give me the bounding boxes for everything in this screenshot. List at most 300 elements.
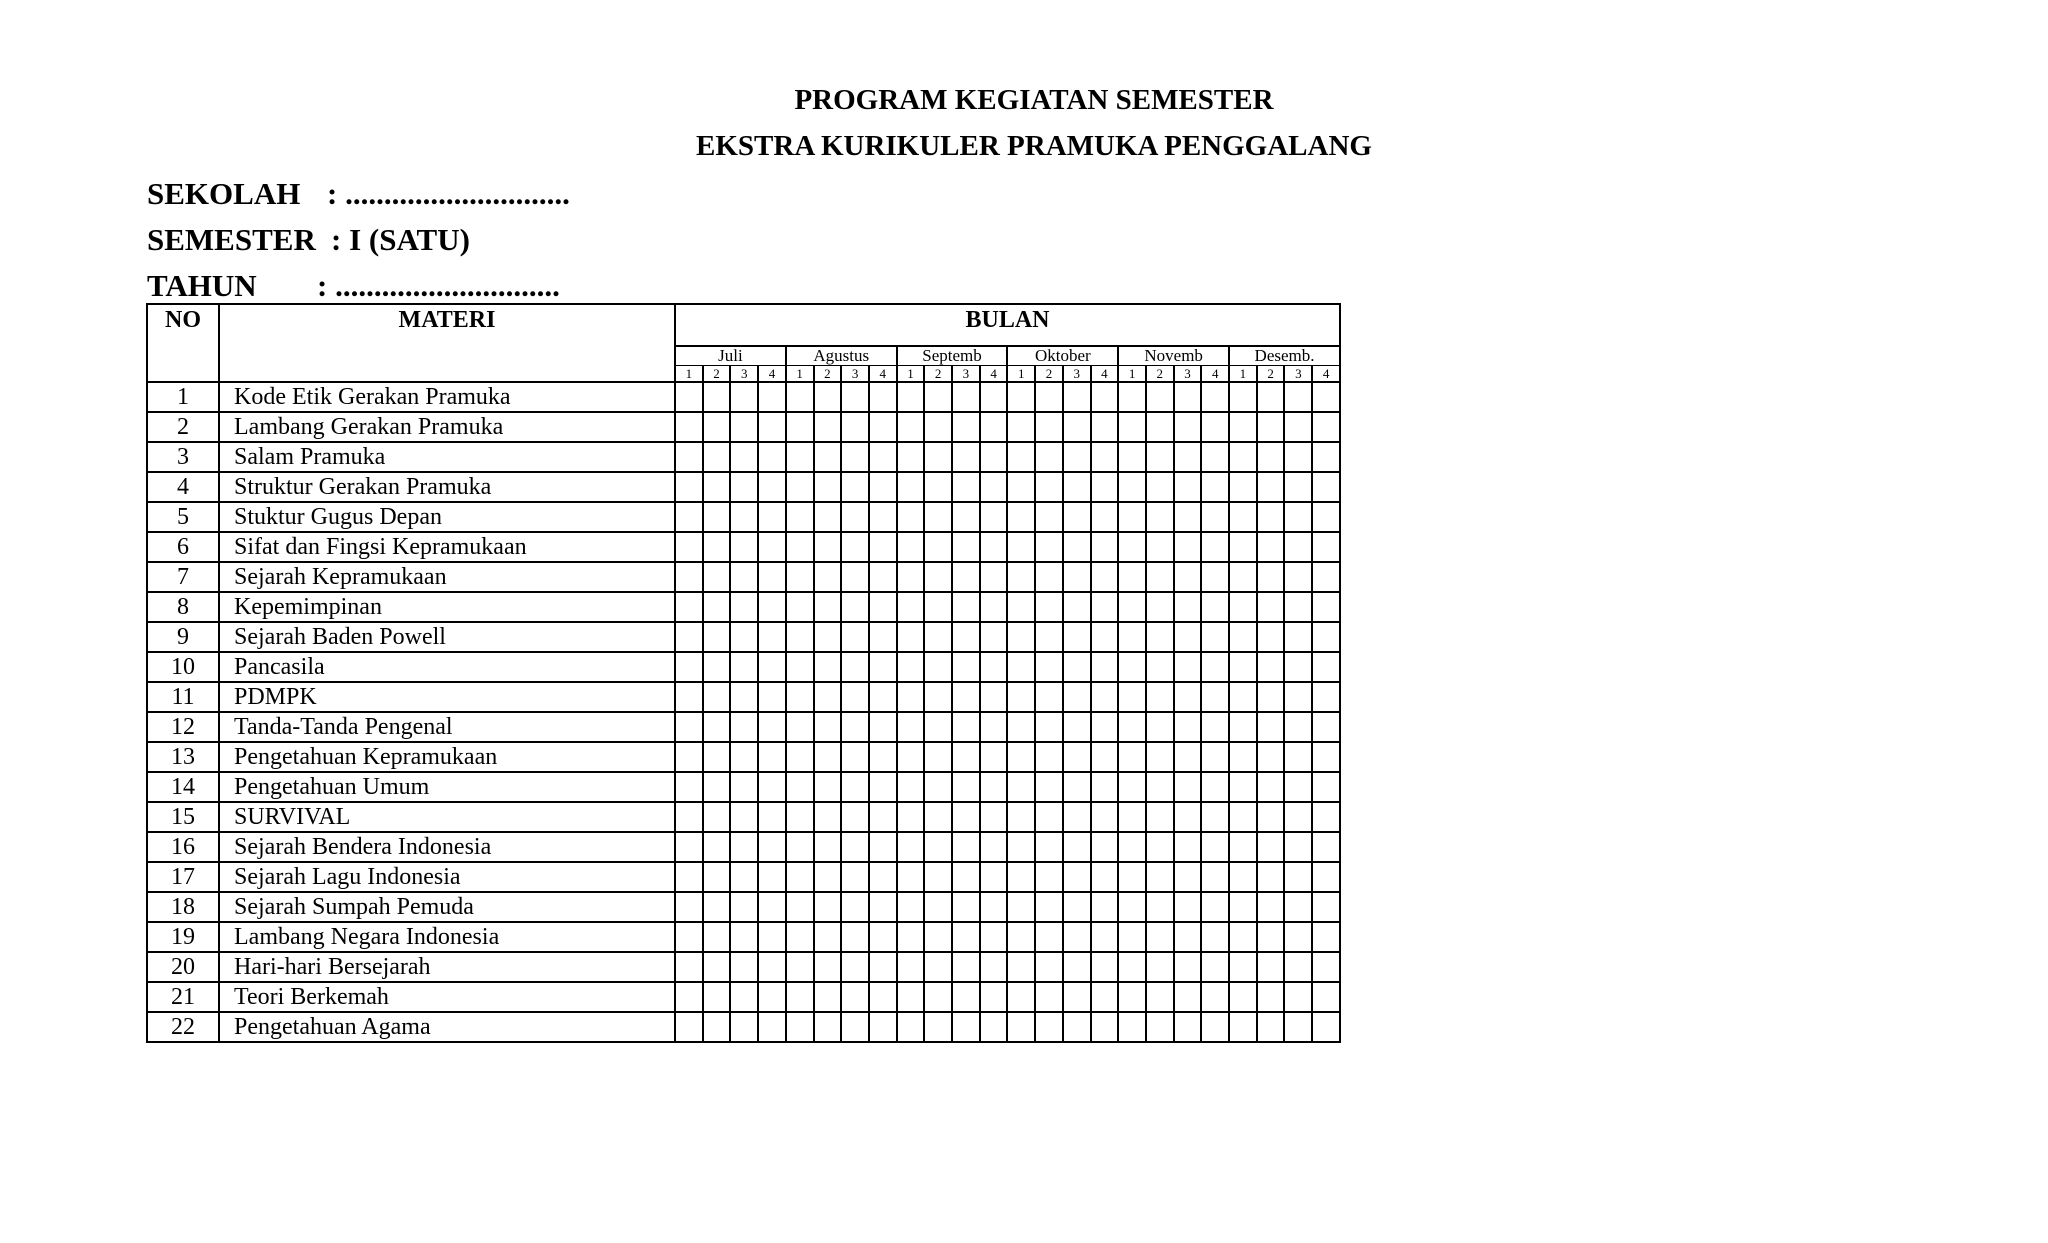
table-row <box>147 862 1340 892</box>
materi-cell: Lambang Negara Indonesia <box>219 922 675 952</box>
schedule-cell <box>1229 832 1257 862</box>
schedule-cell <box>1146 712 1174 742</box>
schedule-cell <box>1229 892 1257 922</box>
schedule-cell <box>1035 922 1063 952</box>
row-number: 3 <box>147 442 219 472</box>
schedule-cell <box>1312 892 1340 922</box>
schedule-cell <box>758 892 786 922</box>
schedule-cell <box>1312 1012 1340 1042</box>
schedule-cell <box>1063 862 1091 892</box>
table-row <box>147 892 1340 922</box>
schedule-cell <box>897 952 925 982</box>
schedule-cell <box>814 682 842 712</box>
schedule-cell <box>841 802 869 832</box>
schedule-cell <box>1201 382 1229 412</box>
tahun-value: : ............................. <box>317 268 560 303</box>
week-label: 2 <box>1035 366 1063 383</box>
schedule-cell <box>869 832 897 862</box>
schedule-cell <box>730 652 758 682</box>
schedule-cell <box>1146 532 1174 562</box>
schedule-cell <box>924 832 952 862</box>
schedule-cell <box>1091 622 1119 652</box>
schedule-cell <box>786 562 814 592</box>
schedule-cell <box>869 892 897 922</box>
schedule-cell <box>869 622 897 652</box>
schedule-cell <box>703 532 731 562</box>
schedule-cell <box>1229 382 1257 412</box>
schedule-cell <box>1257 772 1285 802</box>
schedule-cell <box>1035 412 1063 442</box>
week-label: 1 <box>1007 366 1035 383</box>
schedule-cell <box>952 892 980 922</box>
schedule-cell <box>924 742 952 772</box>
schedule-cell <box>897 922 925 952</box>
schedule-cell <box>1007 832 1035 862</box>
table-row <box>147 382 1340 412</box>
month-label: Agustus <box>786 346 897 366</box>
schedule-cell <box>952 382 980 412</box>
schedule-cell <box>703 502 731 532</box>
schedule-cell <box>869 922 897 952</box>
schedule-cell <box>1007 922 1035 952</box>
schedule-cell <box>1007 562 1035 592</box>
schedule-cell <box>1174 562 1202 592</box>
schedule-cell <box>758 502 786 532</box>
schedule-cell <box>786 982 814 1012</box>
schedule-cell <box>869 862 897 892</box>
schedule-cell <box>675 1012 703 1042</box>
schedule-cell <box>675 502 703 532</box>
schedule-cell <box>703 862 731 892</box>
schedule-cell <box>841 592 869 622</box>
schedule-cell <box>730 622 758 652</box>
schedule-cell <box>1063 562 1091 592</box>
row-number: 20 <box>147 952 219 982</box>
schedule-cell <box>1257 382 1285 412</box>
schedule-cell <box>841 1012 869 1042</box>
schedule-cell <box>1174 802 1202 832</box>
schedule-cell <box>1229 442 1257 472</box>
schedule-cell <box>1284 922 1312 952</box>
schedule-cell <box>952 532 980 562</box>
schedule-cell <box>1257 892 1285 922</box>
materi-cell: Pancasila <box>219 652 675 682</box>
schedule-cell <box>1201 682 1229 712</box>
schedule-cell <box>1007 982 1035 1012</box>
schedule-cell <box>980 742 1008 772</box>
schedule-cell <box>980 712 1008 742</box>
month-label: Desemb. <box>1229 346 1340 366</box>
schedule-cell <box>869 382 897 412</box>
schedule-cell <box>1312 652 1340 682</box>
schedule-cell <box>786 592 814 622</box>
schedule-cell <box>869 772 897 802</box>
schedule-cell <box>952 982 980 1012</box>
schedule-cell <box>1035 652 1063 682</box>
schedule-cell <box>1201 922 1229 952</box>
schedule-cell <box>1257 862 1285 892</box>
schedule-cell <box>1201 892 1229 922</box>
schedule-cell <box>1063 922 1091 952</box>
schedule-cell <box>897 472 925 502</box>
schedule-cell <box>703 472 731 502</box>
schedule-cell <box>1007 622 1035 652</box>
schedule-cell <box>924 862 952 892</box>
schedule-cell <box>1257 682 1285 712</box>
schedule-cell <box>841 952 869 982</box>
week-label: 3 <box>1284 366 1312 383</box>
schedule-cell <box>924 682 952 712</box>
schedule-cell <box>1091 592 1119 622</box>
schedule-cell <box>1091 772 1119 802</box>
schedule-cell <box>952 742 980 772</box>
schedule-cell <box>1312 472 1340 502</box>
schedule-cell <box>952 862 980 892</box>
schedule-cell <box>1284 592 1312 622</box>
table-row <box>147 712 1340 742</box>
schedule-cell <box>1229 922 1257 952</box>
schedule-cell <box>897 1012 925 1042</box>
schedule-cell <box>1284 652 1312 682</box>
schedule-cell <box>1146 892 1174 922</box>
schedule-cell <box>730 412 758 442</box>
semester-value: : I (SATU) <box>331 222 470 257</box>
schedule-cell <box>1257 532 1285 562</box>
schedule-cell <box>897 772 925 802</box>
bulan-header: BULAN <box>675 304 1340 346</box>
schedule-cell <box>1146 982 1174 1012</box>
table-row <box>147 802 1340 832</box>
schedule-cell <box>1174 1012 1202 1042</box>
schedule-cell <box>897 652 925 682</box>
schedule-cell <box>1007 382 1035 412</box>
schedule-cell <box>703 952 731 982</box>
row-number: 5 <box>147 502 219 532</box>
schedule-cell <box>814 772 842 802</box>
schedule-cell <box>1035 472 1063 502</box>
schedule-cell <box>841 772 869 802</box>
schedule-cell <box>1091 562 1119 592</box>
schedule-cell <box>1007 472 1035 502</box>
schedule-cell <box>758 862 786 892</box>
schedule-cell <box>1146 412 1174 442</box>
schedule-cell <box>730 982 758 1012</box>
table-row <box>147 982 1340 1012</box>
schedule-cell <box>730 1012 758 1042</box>
schedule-cell <box>675 982 703 1012</box>
schedule-cell <box>952 682 980 712</box>
schedule-cell <box>980 592 1008 622</box>
schedule-cell <box>1257 982 1285 1012</box>
table-row <box>147 922 1340 952</box>
table-row <box>147 832 1340 862</box>
materi-cell: Sejarah Sumpah Pemuda <box>219 892 675 922</box>
materi-cell: Stuktur Gugus Depan <box>219 502 675 532</box>
table-row <box>147 742 1340 772</box>
schedule-cell <box>924 562 952 592</box>
schedule-cell <box>924 622 952 652</box>
schedule-cell <box>1201 712 1229 742</box>
schedule-cell <box>758 562 786 592</box>
schedule-cell <box>1229 472 1257 502</box>
schedule-cell <box>1118 412 1146 442</box>
schedule-cell <box>924 952 952 982</box>
schedule-cell <box>758 532 786 562</box>
schedule-cell <box>1035 802 1063 832</box>
schedule-cell <box>924 592 952 622</box>
schedule-cell <box>897 982 925 1012</box>
schedule-cell <box>980 562 1008 592</box>
schedule-cell <box>841 982 869 1012</box>
schedule-cell <box>1007 412 1035 442</box>
schedule-cell <box>1063 772 1091 802</box>
schedule-cell <box>841 532 869 562</box>
schedule-cell <box>1146 742 1174 772</box>
schedule-cell <box>1063 832 1091 862</box>
week-label: 3 <box>1174 366 1202 383</box>
schedule-cell <box>730 442 758 472</box>
schedule-cell <box>703 742 731 772</box>
schedule-cell <box>1201 442 1229 472</box>
schedule-cell <box>814 652 842 682</box>
schedule-cell <box>758 802 786 832</box>
schedule-cell <box>675 802 703 832</box>
schedule-cell <box>1118 472 1146 502</box>
week-label: 3 <box>952 366 980 383</box>
schedule-cell <box>758 772 786 802</box>
schedule-cell <box>1035 712 1063 742</box>
week-label: 2 <box>1146 366 1174 383</box>
materi-cell: Sifat dan Fingsi Kepramukaan <box>219 532 675 562</box>
schedule-cell <box>786 472 814 502</box>
schedule-cell <box>1007 532 1035 562</box>
schedule-cell <box>952 712 980 742</box>
schedule-cell <box>1146 622 1174 652</box>
materi-cell: Kepemimpinan <box>219 592 675 622</box>
schedule-cell <box>786 712 814 742</box>
schedule-cell <box>814 742 842 772</box>
schedule-cell <box>758 832 786 862</box>
schedule-cell <box>1201 532 1229 562</box>
schedule-cell <box>1201 562 1229 592</box>
schedule-cell <box>1007 712 1035 742</box>
schedule-cell <box>1091 982 1119 1012</box>
materi-cell: Pengetahuan Umum <box>219 772 675 802</box>
schedule-cell <box>1229 1012 1257 1042</box>
schedule-cell <box>1312 952 1340 982</box>
schedule-cell <box>1063 382 1091 412</box>
schedule-cell <box>869 442 897 472</box>
schedule-cell <box>869 412 897 442</box>
schedule-cell <box>758 622 786 652</box>
row-number: 14 <box>147 772 219 802</box>
schedule-cell <box>1063 892 1091 922</box>
schedule-cell <box>1035 892 1063 922</box>
schedule-cell <box>1118 892 1146 922</box>
schedule-cell <box>730 712 758 742</box>
schedule-cell <box>1035 502 1063 532</box>
schedule-cell <box>1284 472 1312 502</box>
schedule-cell <box>897 712 925 742</box>
schedule-cell <box>1091 1012 1119 1042</box>
table-row <box>147 532 1340 562</box>
table-row <box>147 412 1340 442</box>
schedule-cell <box>730 772 758 802</box>
schedule-cell <box>730 862 758 892</box>
schedule-cell <box>1257 952 1285 982</box>
schedule-cell <box>897 622 925 652</box>
schedule-cell <box>1174 892 1202 922</box>
schedule-cell <box>1118 712 1146 742</box>
schedule-cell <box>1201 412 1229 442</box>
row-number: 7 <box>147 562 219 592</box>
week-label: 4 <box>980 366 1008 383</box>
schedule-cell <box>1174 952 1202 982</box>
schedule-cell <box>1312 862 1340 892</box>
schedule-cell <box>1229 532 1257 562</box>
schedule-cell <box>814 562 842 592</box>
schedule-cell <box>897 862 925 892</box>
schedule-cell <box>703 562 731 592</box>
schedule-cell <box>1091 412 1119 442</box>
week-label: 1 <box>786 366 814 383</box>
schedule-cell <box>786 682 814 712</box>
month-label: Juli <box>675 346 786 366</box>
schedule-cell <box>1091 862 1119 892</box>
schedule-cell <box>1063 532 1091 562</box>
schedule-cell <box>703 712 731 742</box>
schedule-cell <box>841 382 869 412</box>
schedule-cell <box>1118 652 1146 682</box>
schedule-cell <box>786 862 814 892</box>
schedule-cell <box>924 712 952 742</box>
schedule-cell <box>924 472 952 502</box>
schedule-cell <box>814 922 842 952</box>
schedule-cell <box>730 832 758 862</box>
row-number: 1 <box>147 382 219 412</box>
schedule-cell <box>1312 982 1340 1012</box>
sekolah-line <box>147 176 570 212</box>
row-number: 6 <box>147 532 219 562</box>
schedule-cell <box>952 922 980 952</box>
schedule-cell <box>924 802 952 832</box>
materi-cell: SURVIVAL <box>219 802 675 832</box>
schedule-cell <box>1174 712 1202 742</box>
schedule-cell <box>730 892 758 922</box>
schedule-cell <box>1284 982 1312 1012</box>
schedule-cell <box>952 832 980 862</box>
schedule-cell <box>1312 832 1340 862</box>
schedule-cell <box>758 712 786 742</box>
schedule-cell <box>1091 532 1119 562</box>
schedule-cell <box>1118 382 1146 412</box>
schedule-cell <box>1118 742 1146 772</box>
schedule-cell <box>1146 592 1174 622</box>
schedule-cell <box>897 562 925 592</box>
row-number: 13 <box>147 742 219 772</box>
table-row <box>147 472 1340 502</box>
schedule-cell <box>841 472 869 502</box>
sekolah-value: : ............................. <box>327 176 570 211</box>
schedule-cell <box>1007 442 1035 472</box>
schedule-cell <box>841 442 869 472</box>
schedule-cell <box>1257 472 1285 502</box>
row-number: 16 <box>147 832 219 862</box>
schedule-cell <box>1284 832 1312 862</box>
schedule-cell <box>786 892 814 922</box>
schedule-cell <box>980 1012 1008 1042</box>
schedule-cell <box>841 832 869 862</box>
schedule-cell <box>1174 592 1202 622</box>
schedule-cell <box>758 922 786 952</box>
schedule-cell <box>980 502 1008 532</box>
schedule-cell <box>675 382 703 412</box>
schedule-cell <box>869 532 897 562</box>
materi-cell: Kode Etik Gerakan Pramuka <box>219 382 675 412</box>
schedule-cell <box>1201 802 1229 832</box>
schedule-cell <box>841 682 869 712</box>
schedule-cell <box>1201 742 1229 772</box>
schedule-cell <box>675 532 703 562</box>
schedule-cell <box>1035 862 1063 892</box>
schedule-cell <box>1174 652 1202 682</box>
schedule-cell <box>1284 1012 1312 1042</box>
week-label: 1 <box>1118 366 1146 383</box>
schedule-cell <box>1091 952 1119 982</box>
schedule-cell <box>1229 502 1257 532</box>
schedule-cell <box>1146 562 1174 592</box>
materi-cell: PDMPK <box>219 682 675 712</box>
schedule-cell <box>703 442 731 472</box>
schedule-cell <box>730 562 758 592</box>
schedule-cell <box>758 682 786 712</box>
schedule-cell <box>1312 772 1340 802</box>
table-row <box>147 442 1340 472</box>
schedule-cell <box>924 502 952 532</box>
materi-cell: Tanda-Tanda Pengenal <box>219 712 675 742</box>
schedule-cell <box>924 652 952 682</box>
schedule-cell <box>1257 622 1285 652</box>
schedule-cell <box>1118 802 1146 832</box>
schedule-cell <box>952 952 980 982</box>
schedule-cell <box>980 382 1008 412</box>
materi-cell: Pengetahuan Agama <box>219 1012 675 1042</box>
table-row <box>147 682 1340 712</box>
schedule-cell <box>1118 862 1146 892</box>
materi-cell: Sejarah Baden Powell <box>219 622 675 652</box>
schedule-cell <box>897 802 925 832</box>
schedule-cell <box>980 622 1008 652</box>
schedule-cell <box>1035 742 1063 772</box>
schedule-cell <box>897 502 925 532</box>
schedule-cell <box>897 592 925 622</box>
schedule-cell <box>1091 502 1119 532</box>
schedule-cell <box>675 412 703 442</box>
schedule-cell <box>1146 1012 1174 1042</box>
schedule-cell <box>703 382 731 412</box>
schedule-cell <box>1257 742 1285 772</box>
schedule-cell <box>924 892 952 922</box>
schedule-cell <box>1146 772 1174 802</box>
schedule-cell <box>1174 622 1202 652</box>
schedule-cell <box>1174 832 1202 862</box>
schedule-cell <box>786 742 814 772</box>
schedule-cell <box>1007 892 1035 922</box>
schedule-cell <box>1035 952 1063 982</box>
week-label: 1 <box>1229 366 1257 383</box>
week-label: 4 <box>1091 366 1119 383</box>
schedule-cell <box>952 592 980 622</box>
